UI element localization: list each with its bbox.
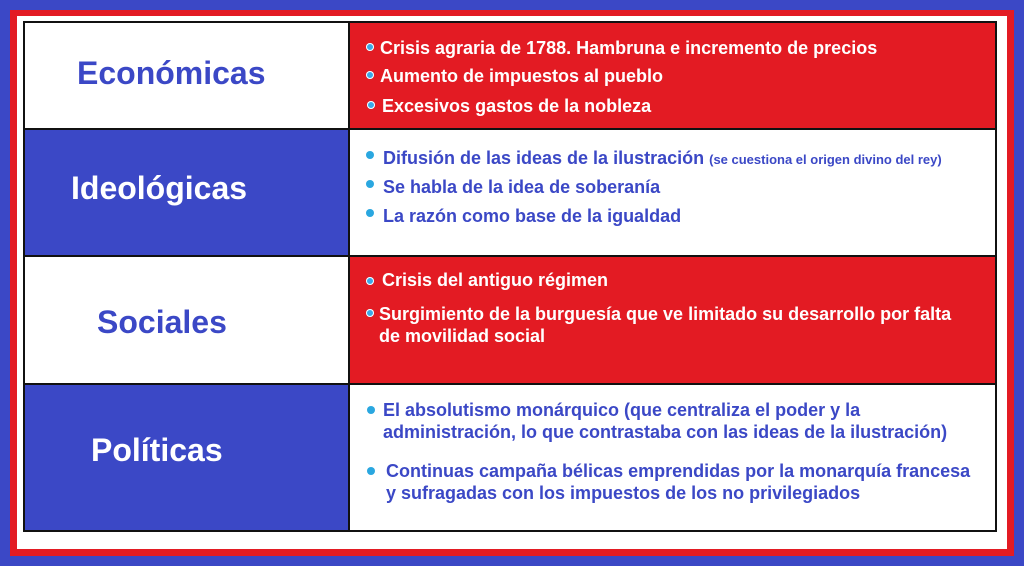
bullet-icon — [366, 71, 374, 79]
content-economicas — [350, 23, 995, 130]
item-text: Crisis del antiguo régimen — [382, 270, 609, 290]
bullet-icon — [367, 406, 375, 414]
content-sociales — [350, 257, 995, 385]
item-text: Difusión de las ideas de la ilustración — [383, 148, 705, 168]
label-ideologicas-text: Ideológicas — [71, 170, 248, 206]
item-text: Se habla de la idea de soberanía — [383, 177, 661, 197]
item-text: Crisis agraria de 1788. Hambruna e incremento de precios — [380, 38, 878, 58]
item-text: El absolutismo monárquico (que centraliza el poder y la administración, lo que contrastaba con las ideas de la ilustración) — [383, 400, 948, 442]
causes-table — [23, 21, 997, 532]
bullet-icon — [367, 467, 375, 475]
content-ideologicas — [350, 130, 995, 257]
bullet-icon — [366, 209, 374, 217]
label-ideologicas — [25, 130, 350, 257]
bullet-icon — [367, 101, 375, 109]
label-economicas — [25, 23, 350, 130]
bullet-icon — [366, 309, 374, 317]
label-sociales-text: Sociales — [97, 303, 227, 340]
label-politicas — [25, 385, 350, 530]
bullet-icon — [366, 277, 374, 285]
bullet-icon — [366, 151, 374, 159]
item-text: Surgimiento de la burguesía que ve limitado su desarrollo por falta de movilidad social — [379, 304, 952, 346]
item-text: Continuas campaña bélicas emprendidas por la monarquía francesa y sufragadas con los impuestos de los no privilegiados — [386, 461, 971, 503]
item-text: Aumento de impuestos al pueblo — [380, 66, 664, 86]
label-sociales — [25, 257, 350, 385]
bullet-icon — [366, 180, 374, 188]
content-politicas — [350, 385, 995, 530]
item-text: La razón como base de la igualdad — [383, 206, 682, 226]
label-politicas-text: Políticas — [91, 432, 223, 468]
item-text: Excesivos gastos de la nobleza — [382, 96, 652, 116]
label-economicas-text: Económicas — [77, 55, 266, 91]
item-note: (se cuestiona el origen divino del rey) — [709, 152, 942, 167]
bullet-icon — [366, 43, 374, 51]
